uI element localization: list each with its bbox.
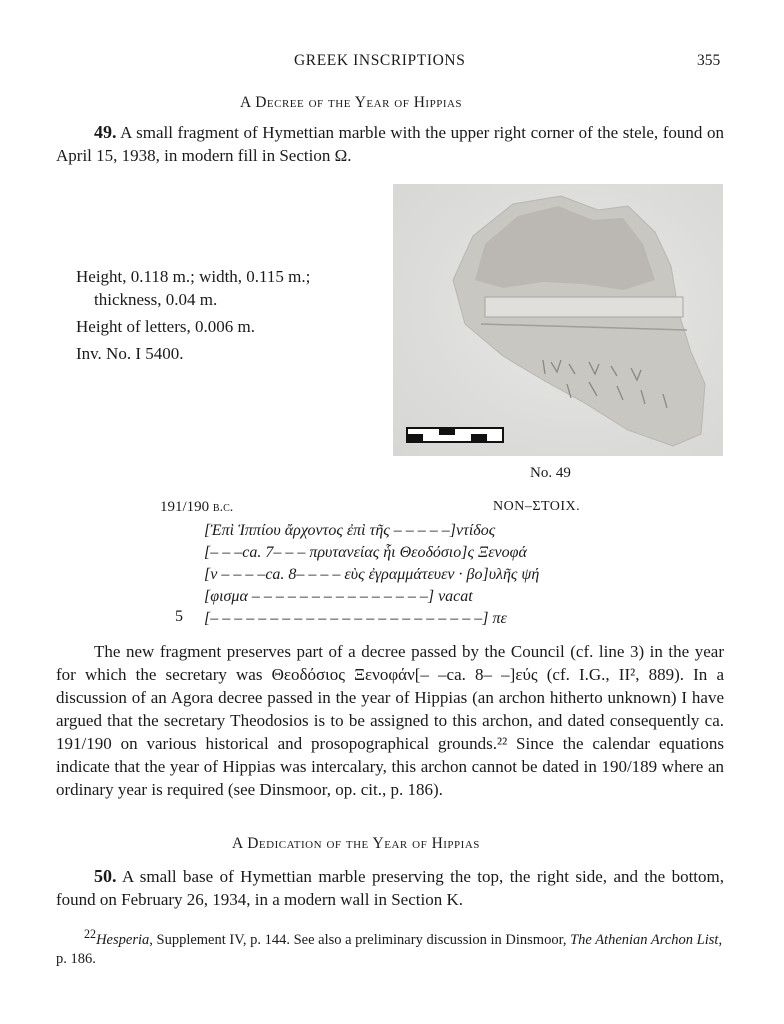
date-value: 191/190 (160, 499, 210, 515)
measurement-dimensions: Height, 0.118 m.; width, 0.115 m.; (76, 267, 311, 286)
footnote-text-1: , Supplement IV, p. 144. See also a preliminary discussion in Dinsmoor, (149, 931, 571, 948)
measurement-thickness: thickness, 0.04 m. (94, 290, 218, 309)
non-stoichedon-note: NON–ΣΤΟΙΧ. (493, 499, 581, 514)
entry-50-text: A small base of Hymettian marble preserving the top, the right side, and the bottom, found on February 26, 1934, in a modern wall in Section K. (56, 867, 725, 909)
inscription-line-5: [– – – – – – – – – – – – – – – – – – – – – – –] πε (204, 610, 507, 627)
entry-50-intro (56, 865, 724, 911)
section-title-decree: A Decree of the Year of Hippias (240, 94, 463, 111)
section-title-dedication: A Dedication of the Year of Hippias (232, 835, 480, 852)
entry-intro-text: A small fragment of Hymettian marble with the upper right corner of the stele, found on April 15, 1938, in modern fill in Section Ω. (56, 123, 724, 165)
commentary-paragraph: The new fragment preserves part of a decree passed by the Council (cf. line 3) in the year for which the secretary was Θεοδόσιος Ξενοφάν[– –ca. 8– –]εύς (cf. I.G., II², 889). In a discussion of an Agora decree passed in the year of Hippias (an archon hitherto unknown) I have argued that the secretary Theodosios is to be assigned to this archon, and dated consequently ca. 191/190 on various historical and prosopographical grounds.²² Since the calendar equations indicate that the year of Hippias was intercalary, this archon cannot be dated in 190/189 where an ordinary year is required (see Dinsmoor, op. cit., p. 186). (56, 642, 724, 799)
inscription-line-1: [Ἐπὶ Ἱππίου ἄρχοντος ἐπὶ τῆς – – – – –]ντίδος (204, 522, 496, 539)
footnote-mark: 22 (84, 927, 97, 941)
inscription-date (160, 499, 233, 516)
marble-fragment-image (393, 184, 723, 456)
inscription-line-2: [– – –ca. 7– – – πρυτανείας ἧι Θεοδόσιο]ς Ξενοφά (204, 544, 527, 561)
date-era: b.c. (212, 500, 234, 515)
footnote-22 (56, 925, 724, 969)
measurement-letters: Height of letters, 0.006 m. (76, 317, 255, 336)
running-title: GREEK INSCRIPTIONS (294, 52, 466, 69)
inscription-line-4: [φισμα – – – – – – – – – – – – – – –] vacat (204, 588, 473, 605)
footnote-text-2: , p. 186. (56, 931, 723, 967)
photo-caption: No. 49 (530, 465, 571, 481)
footnote-book: The Athenian Archon List (570, 931, 719, 948)
line-number-5: 5 (175, 608, 183, 625)
entry-49-intro (56, 121, 724, 167)
footnote-journal: Hesperia (96, 931, 150, 948)
inscription-line-3: [ν – – – –ca. 8– – – – εὺς ἐγραμμάτευεν · βο]υλῆς ψή (204, 566, 540, 583)
entry-number-50: 50. (94, 866, 117, 886)
fragment-photo (393, 184, 723, 456)
inventory-number: Inv. No. I 5400. (76, 344, 184, 363)
page-number: 355 (697, 52, 721, 69)
entry-number: 49. (94, 122, 117, 142)
